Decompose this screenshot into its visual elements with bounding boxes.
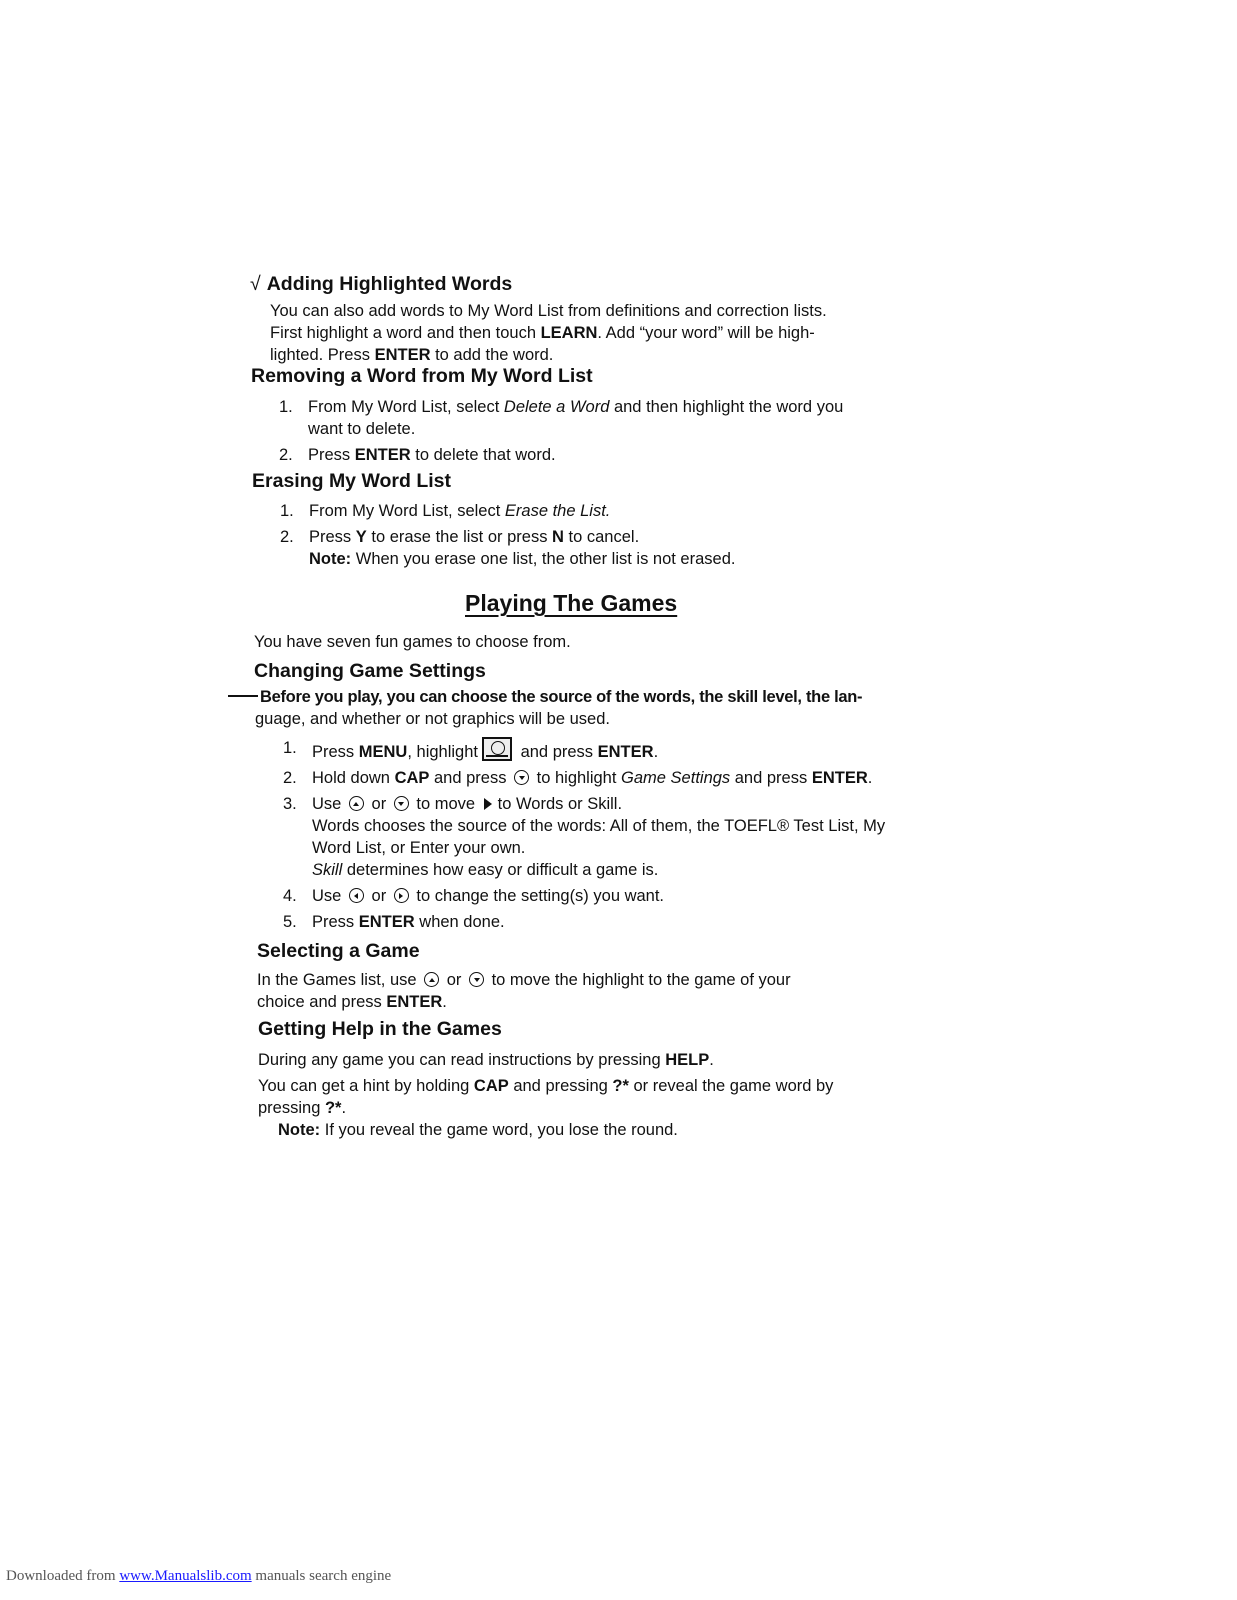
list-item xyxy=(279,444,849,466)
dash-mark xyxy=(228,695,258,697)
text: to cancel. xyxy=(563,528,640,546)
step-number: 5. xyxy=(283,913,297,931)
list-item xyxy=(280,500,860,522)
paragraph xyxy=(258,1049,908,1071)
text: and press xyxy=(516,743,598,761)
text: to add the word. xyxy=(430,346,554,364)
text: and press xyxy=(429,769,512,787)
download-footer xyxy=(6,1568,391,1585)
text: . xyxy=(653,743,659,761)
text: to Words or Skill. xyxy=(497,795,623,813)
text: . xyxy=(867,769,873,787)
text: to delete that word. xyxy=(410,446,556,464)
text: and pressing xyxy=(508,1077,613,1095)
text: choice and press xyxy=(257,993,387,1011)
footer-prefix: Downloaded from xyxy=(6,1568,120,1584)
key-learn: LEARN xyxy=(540,324,598,342)
paragraph xyxy=(228,686,908,708)
paragraph xyxy=(270,322,890,344)
down-arrow-circle-icon xyxy=(514,770,529,785)
text: Before you play, you can choose the source of the words, the skill level, the lan- xyxy=(260,688,863,706)
step-number: 3. xyxy=(283,795,297,813)
key-cap: CAP xyxy=(473,1077,509,1095)
list-item xyxy=(283,793,903,881)
key-enter: ENTER xyxy=(811,769,868,787)
menu-option: Game Settings xyxy=(621,769,731,787)
paragraph xyxy=(258,1075,908,1097)
paragraph xyxy=(255,708,908,730)
text: lighted. Press xyxy=(270,346,375,364)
key-n: N xyxy=(552,528,564,546)
text: Press xyxy=(312,743,359,761)
note-label: Note: xyxy=(278,1121,321,1139)
text: and then highlight the word you want to delete. xyxy=(308,398,844,438)
key-enter: ENTER xyxy=(354,446,411,464)
text: During any game you can read instructions by pressing xyxy=(258,1051,666,1069)
key-question: ?* xyxy=(612,1077,629,1095)
note-label: Note: xyxy=(309,550,352,568)
note-text: When you erase one list, the other list is not erased. xyxy=(351,550,736,568)
steps-list xyxy=(279,396,849,466)
list-item xyxy=(283,767,903,789)
text: You can also add words to My Word List from definitions and correction lists. xyxy=(270,302,827,320)
note xyxy=(309,548,860,570)
paragraph: You have seven fun games to choose from. xyxy=(254,633,571,651)
list-item xyxy=(283,737,903,763)
text: From My Word List, select xyxy=(308,398,504,416)
up-arrow-circle-icon xyxy=(424,972,439,987)
step-number: 2. xyxy=(283,769,297,787)
text: pressing xyxy=(258,1099,325,1117)
left-arrow-circle-icon xyxy=(349,888,364,903)
down-arrow-circle-icon xyxy=(394,796,409,811)
note xyxy=(278,1119,908,1141)
section-selecting-game xyxy=(257,940,897,1013)
menu-option: Erase the List. xyxy=(504,502,611,520)
down-arrow-circle-icon xyxy=(469,972,484,987)
right-arrow-circle-icon xyxy=(394,888,409,903)
key-enter: ENTER xyxy=(597,743,654,761)
text: , highlight xyxy=(407,743,478,761)
step-number: 2. xyxy=(279,446,293,464)
text: . xyxy=(442,993,447,1011)
note-text: If you reveal the game word, you lose the round. xyxy=(320,1121,678,1139)
step-number: 1. xyxy=(283,739,297,757)
heading-changing-settings: Changing Game Settings xyxy=(254,660,486,682)
text: to move the highlight to the game of your xyxy=(487,971,791,989)
text: Press xyxy=(309,528,356,546)
text: . xyxy=(341,1099,347,1117)
section-changing-settings xyxy=(254,660,914,683)
step-number: 1. xyxy=(279,398,293,416)
skill-description xyxy=(312,859,903,881)
paragraph xyxy=(270,344,890,366)
text: . Add “your word” will be high- xyxy=(597,324,815,342)
games-menu-icon xyxy=(482,737,512,761)
chapter-title: Playing The Games xyxy=(465,590,678,616)
text: or xyxy=(366,887,391,905)
text: to change the setting(s) you want. xyxy=(411,887,665,905)
paragraph xyxy=(270,300,890,322)
heading-getting-help: Getting Help in the Games xyxy=(258,1018,502,1040)
text: First highlight a word and then touch xyxy=(270,324,541,342)
footer-suffix: manuals search engine xyxy=(251,1568,392,1584)
text: to move xyxy=(411,795,480,813)
step-number: 4. xyxy=(283,887,297,905)
list-item xyxy=(283,885,903,907)
paragraph xyxy=(257,991,897,1013)
text: and press xyxy=(730,769,812,787)
text: to erase the list or press xyxy=(366,528,553,546)
list-item xyxy=(280,526,860,570)
list-item xyxy=(283,911,903,933)
settings-intro xyxy=(228,686,908,730)
words-description: Words chooses the source of the words: All of them, the TOEFL® Test List, My Word List, or Enter your own. xyxy=(312,817,886,857)
text: when done. xyxy=(414,913,505,931)
text: to highlight xyxy=(532,769,622,787)
up-arrow-circle-icon xyxy=(349,796,364,811)
section-erasing-list xyxy=(252,470,892,574)
step-number: 2. xyxy=(280,528,294,546)
text: determines how easy or difficult a game is. xyxy=(342,861,659,879)
paragraph xyxy=(257,969,897,991)
menu-option: Delete a Word xyxy=(503,398,610,416)
text: Skill xyxy=(312,861,343,879)
text: . xyxy=(709,1051,714,1069)
key-enter: ENTER xyxy=(386,993,443,1011)
heading-text: Adding Highlighted Words xyxy=(266,273,513,295)
key-cap: CAP xyxy=(394,769,430,787)
key-help: HELP xyxy=(665,1051,710,1069)
text: In the Games list, use xyxy=(257,971,422,989)
text: Use xyxy=(312,887,346,905)
list-item xyxy=(279,396,849,440)
text: Hold down xyxy=(312,769,395,787)
key-y: Y xyxy=(355,528,367,546)
steps-list xyxy=(283,737,903,933)
section-removing-word xyxy=(251,365,891,470)
key-enter: ENTER xyxy=(358,913,415,931)
section-adding-highlighted-words xyxy=(250,273,890,366)
steps-list xyxy=(280,500,860,570)
heading-selecting-game: Selecting a Game xyxy=(257,940,420,962)
heading-erasing-list: Erasing My Word List xyxy=(252,470,451,492)
key-question: ?* xyxy=(324,1099,342,1117)
paragraph xyxy=(258,1097,908,1119)
manualslib-link[interactable]: www.Manualslib.com xyxy=(119,1568,252,1584)
step-number: 1. xyxy=(280,502,294,520)
key-enter: ENTER xyxy=(374,346,431,364)
right-pointer-icon xyxy=(484,798,492,810)
text: or xyxy=(442,971,466,989)
text: or reveal the game word by xyxy=(628,1077,834,1095)
text: Press xyxy=(312,913,359,931)
text: From My Word List, select xyxy=(309,502,505,520)
text: Press xyxy=(308,446,355,464)
text: You can get a hint by holding xyxy=(258,1077,474,1095)
key-menu: MENU xyxy=(358,743,408,761)
text: Use xyxy=(312,795,346,813)
heading-adding-highlighted-words xyxy=(250,273,890,296)
checkmark: √ xyxy=(250,273,261,295)
text: or xyxy=(366,795,391,813)
games-intro xyxy=(254,631,894,653)
section-getting-help xyxy=(258,1018,908,1141)
settings-steps xyxy=(283,737,903,937)
heading-removing-word: Removing a Word from My Word List xyxy=(251,365,593,387)
text: guage, and whether or not graphics will be used. xyxy=(255,710,610,728)
